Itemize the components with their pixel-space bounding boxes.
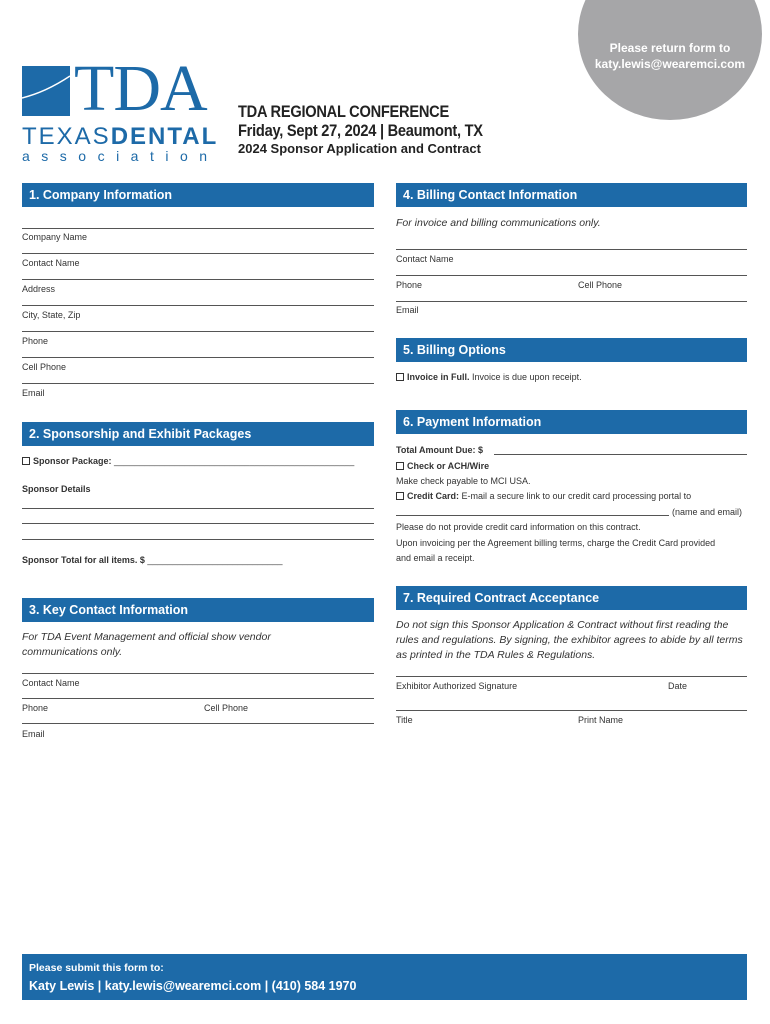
city-state-zip-line[interactable] bbox=[22, 305, 374, 306]
sponsor-total-label: Sponsor Total for all items. $ bbox=[22, 555, 145, 565]
sponsor-total-blank[interactable]: ___________________________ bbox=[147, 555, 283, 565]
sponsor-total-row bbox=[22, 555, 283, 565]
company-name-label: Company Name bbox=[22, 232, 88, 242]
sponsor-package-row bbox=[22, 456, 354, 466]
section-billing-options-header: 5. Billing Options bbox=[396, 338, 747, 362]
section-contract-acceptance-header: 7. Required Contract Acceptance bbox=[396, 586, 747, 610]
cell-phone-line[interactable] bbox=[22, 357, 374, 358]
submit-footer-title: Please submit this form to: bbox=[29, 962, 164, 974]
key-contact-name-label: Contact Name bbox=[22, 678, 80, 688]
logo-dental: DENTAL bbox=[110, 123, 219, 150]
company-name-line[interactable] bbox=[22, 228, 374, 229]
sponsor-package-blank[interactable]: ________________________________________________ bbox=[114, 456, 355, 466]
logo-texas-dental bbox=[22, 124, 218, 150]
return-note-line1: Please return form to bbox=[609, 41, 731, 55]
return-note bbox=[578, 40, 762, 72]
key-contact-name-line[interactable] bbox=[22, 673, 374, 674]
credit-card-warning: Please do not provide credit card information on this contract. bbox=[396, 522, 641, 532]
contact-name-line[interactable] bbox=[22, 253, 374, 254]
invoice-in-full-row bbox=[396, 372, 582, 382]
form-subtitle: 2024 Sponsor Application and Contract bbox=[238, 141, 481, 156]
key-contact-cell-label: Cell Phone bbox=[204, 703, 249, 713]
check-label: Check or ACH/Wire bbox=[407, 461, 490, 471]
billing-phone-line[interactable] bbox=[396, 275, 747, 276]
conference-title: TDA REGIONAL CONFERENCE bbox=[238, 102, 449, 121]
address-label: Address bbox=[22, 284, 56, 294]
section-sponsorship-header: 2. Sponsorship and Exhibit Packages bbox=[22, 422, 374, 446]
tda-logo bbox=[22, 52, 222, 164]
title-print-name-line[interactable] bbox=[396, 710, 747, 711]
contact-name-label: Contact Name bbox=[22, 258, 80, 268]
billing-contact-name-label: Contact Name bbox=[396, 254, 454, 264]
signature-line[interactable] bbox=[396, 676, 747, 677]
submit-footer bbox=[22, 954, 747, 1000]
logo-association: association bbox=[22, 148, 219, 164]
credit-card-note: E-mail a secure link to our credit card processing portal to bbox=[459, 491, 692, 501]
conference-date-location: Friday, Sept 27, 2024 | Beaumont, TX bbox=[238, 121, 483, 140]
credit-card-row bbox=[396, 491, 691, 501]
logo-tda-text: TDA bbox=[74, 52, 207, 125]
date-label: Date bbox=[668, 681, 688, 691]
sponsor-package-label: Sponsor Package: bbox=[33, 456, 112, 466]
name-email-label: (name and email) bbox=[672, 507, 743, 517]
check-checkbox[interactable] bbox=[396, 462, 404, 470]
sponsor-details-label: Sponsor Details bbox=[22, 484, 91, 494]
invoicing-note-1: Upon invoicing per the Agreement billing terms, charge the Credit Card provided bbox=[396, 538, 716, 548]
credit-card-label: Credit Card: bbox=[407, 491, 460, 501]
title-label: Title bbox=[396, 715, 413, 725]
key-contact-email-label: Email bbox=[22, 729, 45, 739]
check-note: Make check payable to MCI USA. bbox=[396, 476, 531, 486]
city-state-zip-label: City, State, Zip bbox=[22, 310, 81, 320]
total-amount-label: Total Amount Due: $ bbox=[396, 445, 483, 455]
logo-mark bbox=[22, 66, 70, 116]
sponsor-details-line-3[interactable] bbox=[22, 539, 374, 540]
submit-footer-contact[interactable]: Katy Lewis | katy.lewis@wearemci.com | (410) 584 1970 bbox=[29, 979, 357, 993]
section-key-contact-header: 3. Key Contact Information bbox=[22, 598, 374, 622]
contract-acceptance-note: Do not sign this Sponsor Application & Contract without first reading the rules and regulations. By signing, the exhibitor agrees to abide by all terms as printed in the TDA Rules & Regulations. bbox=[396, 619, 743, 661]
sponsor-details-line-2[interactable] bbox=[22, 523, 374, 524]
sponsor-package-checkbox[interactable] bbox=[22, 457, 30, 465]
section-company-info-header: 1. Company Information bbox=[22, 183, 374, 207]
key-contact-email-line[interactable] bbox=[22, 723, 374, 724]
invoice-in-full-checkbox[interactable] bbox=[396, 373, 404, 381]
credit-card-checkbox[interactable] bbox=[396, 492, 404, 500]
phone-label: Phone bbox=[22, 336, 49, 346]
key-contact-note: For TDA Event Management and official show vendor communications only. bbox=[22, 631, 271, 658]
billing-email-label: Email bbox=[396, 305, 419, 315]
signature-label: Exhibitor Authorized Signature bbox=[396, 681, 518, 691]
billing-cell-label: Cell Phone bbox=[578, 280, 623, 290]
print-name-label: Print Name bbox=[578, 715, 624, 725]
section-payment-header: 6. Payment Information bbox=[396, 410, 747, 434]
phone-line[interactable] bbox=[22, 331, 374, 332]
invoice-in-full-label: Invoice in Full. bbox=[407, 372, 470, 382]
credit-card-name-email-line[interactable] bbox=[396, 515, 669, 516]
invoice-in-full-note: Invoice is due upon receipt. bbox=[469, 372, 582, 382]
logo-texas: TEXAS bbox=[22, 123, 111, 150]
sponsor-details-line-1[interactable] bbox=[22, 508, 374, 509]
billing-email-line[interactable] bbox=[396, 301, 747, 302]
billing-phone-label: Phone bbox=[396, 280, 423, 290]
billing-contact-name-line[interactable] bbox=[396, 249, 747, 250]
check-row bbox=[396, 461, 489, 471]
key-contact-phone-line[interactable] bbox=[22, 698, 374, 699]
total-amount-line[interactable] bbox=[494, 454, 747, 455]
cell-phone-label: Cell Phone bbox=[22, 362, 67, 372]
return-note-email: katy.lewis@wearemci.com bbox=[594, 57, 746, 71]
address-line[interactable] bbox=[22, 279, 374, 280]
invoicing-note-2: and email a receipt. bbox=[396, 553, 475, 563]
email-label: Email bbox=[22, 388, 45, 398]
email-line[interactable] bbox=[22, 383, 374, 384]
key-contact-phone-label: Phone bbox=[22, 703, 49, 713]
billing-contact-note: For invoice and billing communications only. bbox=[396, 217, 601, 229]
section-billing-contact-header: 4. Billing Contact Information bbox=[396, 183, 747, 207]
